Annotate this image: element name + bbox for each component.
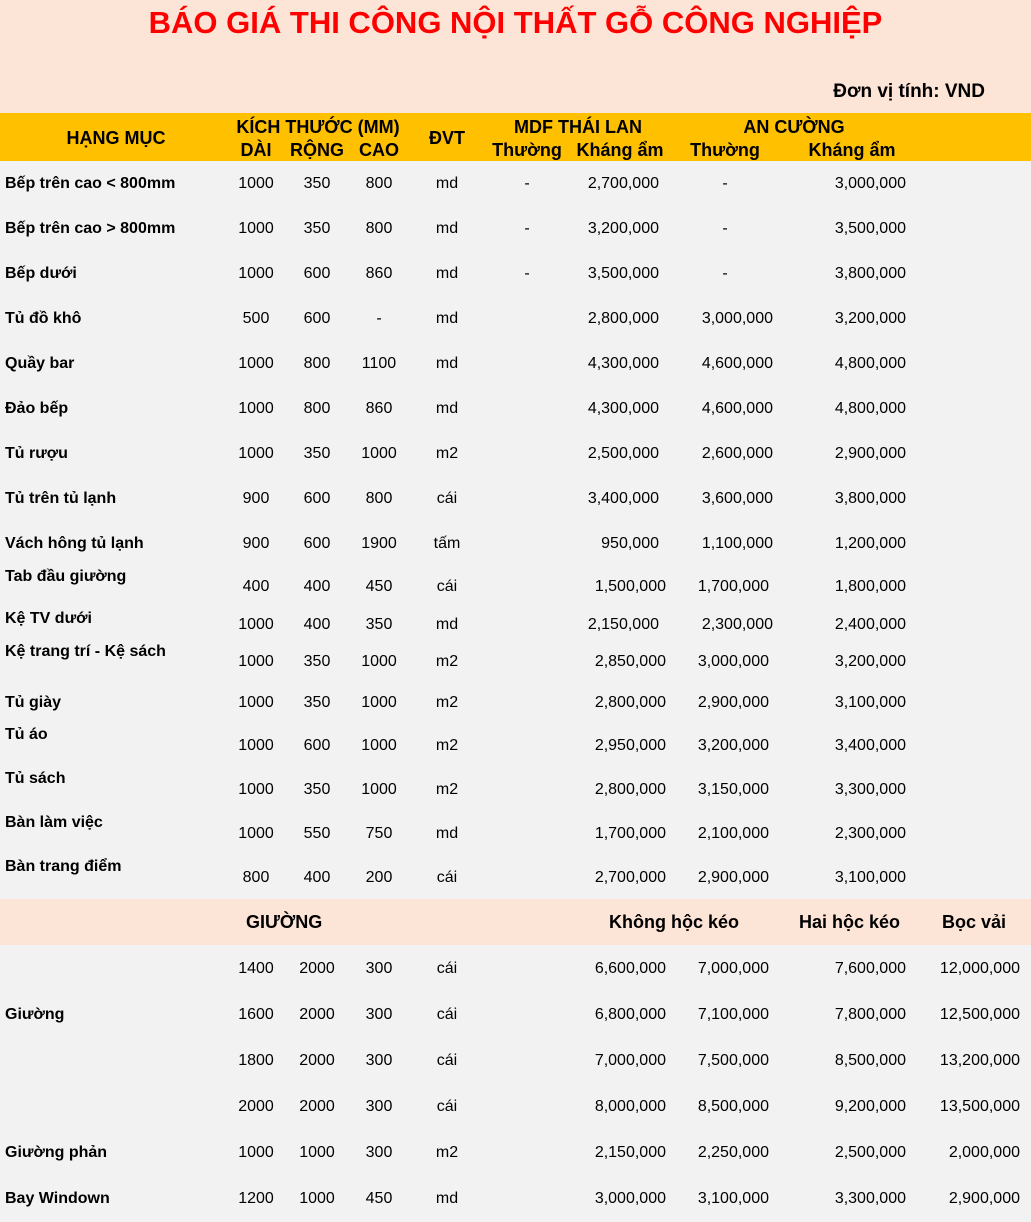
cell-cao: 1000 bbox=[361, 445, 397, 462]
header-mdf-normal: Thường bbox=[492, 140, 562, 160]
bed-col-two-drawers: Hai hộc kéo bbox=[799, 912, 901, 932]
row-item-name: Bếp trên cao < 800mm bbox=[5, 175, 176, 192]
row-item-name: Quầy bar bbox=[5, 355, 75, 372]
cell-dai: 1000 bbox=[238, 653, 274, 670]
cell-cao: 1000 bbox=[361, 737, 397, 754]
bed-price-no-drawer: 7,000,000 bbox=[594, 1052, 666, 1069]
bed-price-fabric: 2,900,000 bbox=[948, 1190, 1020, 1207]
cell-rong: 350 bbox=[303, 781, 331, 798]
cell-dai: 1000 bbox=[238, 175, 274, 192]
cell-ac-thuong: 3,000,000 bbox=[697, 653, 769, 670]
cell-mdf_thuong: - bbox=[524, 175, 530, 192]
cell-dvt: m2 bbox=[435, 653, 459, 670]
cell-rong: 600 bbox=[303, 310, 331, 327]
cell-cao: 860 bbox=[365, 265, 393, 282]
cell-dai: 1000 bbox=[238, 737, 274, 754]
row-item-name: Đảo bếp bbox=[5, 400, 69, 417]
cell-dvt: m2 bbox=[435, 781, 459, 798]
cell-ac-thuong: - bbox=[722, 220, 728, 237]
cell-rong: 600 bbox=[303, 490, 331, 507]
cell-ac-thuong: - bbox=[722, 175, 728, 192]
row-item-name: Bếp trên cao > 800mm bbox=[5, 220, 176, 237]
cell-dvt: cái bbox=[436, 869, 458, 886]
cell-ac-thuong: 2,600,000 bbox=[701, 445, 773, 462]
bed-cell-dvt: cái bbox=[436, 960, 458, 977]
bed-cell-dai: 1800 bbox=[238, 1052, 274, 1069]
cell-dai: 1000 bbox=[238, 220, 274, 237]
cell-ac-thuong: 2,900,000 bbox=[697, 869, 769, 886]
cell-mdf_thuong: - bbox=[524, 220, 530, 237]
cell-ac-khang-am: 3,400,000 bbox=[834, 737, 906, 754]
bed-price-two-drawers: 7,600,000 bbox=[834, 960, 906, 977]
cell-ac-thuong: 3,000,000 bbox=[701, 310, 773, 327]
bed-cell-cao: 300 bbox=[365, 960, 393, 977]
bed-price-alt: 3,100,000 bbox=[697, 1190, 769, 1207]
row-item-name: Tủ rượu bbox=[5, 445, 68, 462]
cell-dai: 900 bbox=[242, 535, 270, 552]
cell-dvt: cái bbox=[436, 578, 458, 595]
cell-mdf-khang-am: 3,400,000 bbox=[587, 490, 659, 507]
cell-rong: 350 bbox=[303, 220, 331, 237]
bed-price-alt: 7,500,000 bbox=[697, 1052, 769, 1069]
cell-dai: 800 bbox=[242, 869, 270, 886]
row-item-name: Tủ giày bbox=[5, 694, 62, 711]
header-uom: ĐVT bbox=[429, 128, 465, 148]
cell-ac-khang-am: 3,000,000 bbox=[834, 175, 906, 192]
cell-rong: 600 bbox=[303, 535, 331, 552]
bed-cell-dai: 2000 bbox=[238, 1098, 274, 1115]
bed-price-fabric: 2,000,000 bbox=[948, 1144, 1020, 1161]
row-item-name: Bàn làm việc bbox=[5, 814, 103, 831]
cell-ac-thuong: 1,700,000 bbox=[697, 578, 769, 595]
cell-cao: 800 bbox=[365, 490, 393, 507]
cell-dvt: tấm bbox=[433, 535, 461, 552]
cell-dvt: md bbox=[435, 355, 459, 372]
cell-ac-khang-am: 1,200,000 bbox=[834, 535, 906, 552]
cell-rong: 400 bbox=[303, 616, 331, 633]
bed-cell-cao: 300 bbox=[365, 1098, 393, 1115]
bed-row-name: Giường phản bbox=[5, 1144, 108, 1161]
bed-price-two-drawers: 7,800,000 bbox=[834, 1006, 906, 1023]
cell-dvt: md bbox=[435, 265, 459, 282]
bed-cell-dai: 1200 bbox=[238, 1190, 274, 1207]
cell-dai: 1000 bbox=[238, 355, 274, 372]
cell-mdf-khang-am: 950,000 bbox=[601, 535, 659, 552]
bed-price-fabric: 12,500,000 bbox=[939, 1006, 1020, 1023]
header-ac-moisture: Kháng ẩm bbox=[808, 140, 896, 160]
cell-ac-thuong: 4,600,000 bbox=[701, 400, 773, 417]
cell-ac-khang-am: 2,400,000 bbox=[834, 616, 906, 633]
bed-cell-cao: 300 bbox=[365, 1144, 393, 1161]
bed-cell-rong: 2000 bbox=[299, 1098, 335, 1115]
cell-ac-thuong: 3,200,000 bbox=[697, 737, 769, 754]
header-mdf: MDF THÁI LAN bbox=[514, 117, 642, 137]
cell-dvt: m2 bbox=[435, 737, 459, 754]
cell-cao: 350 bbox=[365, 616, 393, 633]
row-item-name: Tủ áo bbox=[5, 726, 48, 743]
cell-ac-khang-am: 3,100,000 bbox=[834, 869, 906, 886]
bed-cell-dvt: m2 bbox=[435, 1144, 459, 1161]
header-item: HẠNG MỤC bbox=[66, 128, 166, 148]
bed-cell-dvt: cái bbox=[436, 1006, 458, 1023]
cell-mdf-khang-am: 2,500,000 bbox=[587, 445, 659, 462]
currency-unit: Đơn vị tính: VND bbox=[833, 81, 985, 102]
cell-rong: 400 bbox=[303, 578, 331, 595]
cell-ac-khang-am: 4,800,000 bbox=[834, 400, 906, 417]
cell-cao: 1100 bbox=[361, 355, 397, 372]
bed-price-no-drawer: 3,000,000 bbox=[594, 1190, 666, 1207]
header-mdf-moisture: Kháng ẩm bbox=[576, 140, 664, 160]
bed-cell-dai: 1400 bbox=[238, 960, 274, 977]
cell-ac-thuong: 2,300,000 bbox=[701, 616, 773, 633]
cell-mdf-khang-am: 2,700,000 bbox=[594, 869, 666, 886]
cell-dvt: m2 bbox=[435, 445, 459, 462]
cell-ac-thuong: 2,100,000 bbox=[697, 825, 769, 842]
cell-mdf-khang-am: 2,700,000 bbox=[587, 175, 659, 192]
cell-rong: 600 bbox=[303, 737, 331, 754]
cell-cao: - bbox=[376, 310, 382, 327]
bed-price-no-drawer: 6,600,000 bbox=[594, 960, 666, 977]
cell-dvt: md bbox=[435, 220, 459, 237]
cell-cao: 450 bbox=[365, 578, 393, 595]
bed-cell-dvt: md bbox=[435, 1190, 459, 1207]
row-item-name: Kệ TV dưới bbox=[5, 610, 92, 627]
bed-price-no-drawer: 6,800,000 bbox=[594, 1006, 666, 1023]
bed-cell-cao: 450 bbox=[365, 1190, 393, 1207]
cell-dai: 500 bbox=[242, 310, 270, 327]
bed-price-alt: 8,500,000 bbox=[697, 1098, 769, 1115]
bed-price-no-drawer: 8,000,000 bbox=[594, 1098, 666, 1115]
row-item-name: Tab đầu giường bbox=[5, 568, 127, 585]
cell-ac-thuong: 2,900,000 bbox=[697, 694, 769, 711]
cell-ac-thuong: 1,100,000 bbox=[701, 535, 773, 552]
bed-row-name: Bay Windown bbox=[5, 1190, 110, 1207]
cell-dai: 900 bbox=[242, 490, 270, 507]
cell-ac-khang-am: 3,300,000 bbox=[834, 781, 906, 798]
cell-mdf-khang-am: 2,150,000 bbox=[587, 616, 659, 633]
cell-cao: 1900 bbox=[361, 535, 397, 552]
cell-ac-khang-am: 3,100,000 bbox=[834, 694, 906, 711]
cell-dai: 1000 bbox=[238, 400, 274, 417]
bed-price-two-drawers: 9,200,000 bbox=[834, 1098, 906, 1115]
header-length: DÀI bbox=[240, 140, 272, 160]
cell-ac-khang-am: 3,800,000 bbox=[834, 265, 906, 282]
header-ancuong: AN CƯỜNG bbox=[743, 117, 845, 137]
bed-price-fabric: 12,000,000 bbox=[939, 960, 1020, 977]
cell-dai: 1000 bbox=[238, 445, 274, 462]
bed-price-two-drawers: 2,500,000 bbox=[834, 1144, 906, 1161]
header-size: KÍCH THƯỚC (MM) bbox=[236, 117, 400, 137]
cell-rong: 350 bbox=[303, 175, 331, 192]
cell-mdf-khang-am: 2,800,000 bbox=[594, 694, 666, 711]
cell-dai: 1000 bbox=[238, 616, 274, 633]
cell-ac-khang-am: 2,900,000 bbox=[834, 445, 906, 462]
cell-dvt: md bbox=[435, 825, 459, 842]
cell-ac-khang-am: 3,800,000 bbox=[834, 490, 906, 507]
bed-cell-cao: 300 bbox=[365, 1052, 393, 1069]
cell-mdf-khang-am: 4,300,000 bbox=[587, 355, 659, 372]
cell-ac-thuong: 4,600,000 bbox=[701, 355, 773, 372]
bed-price-alt: 7,100,000 bbox=[697, 1006, 769, 1023]
cell-ac-khang-am: 3,500,000 bbox=[834, 220, 906, 237]
cell-ac-thuong: - bbox=[722, 265, 728, 282]
bed-cell-dai: 1600 bbox=[238, 1006, 274, 1023]
cell-cao: 800 bbox=[365, 220, 393, 237]
cell-mdf-khang-am: 1,700,000 bbox=[594, 825, 666, 842]
cell-ac-khang-am: 1,800,000 bbox=[834, 578, 906, 595]
cell-cao: 860 bbox=[365, 400, 393, 417]
cell-rong: 550 bbox=[303, 825, 331, 842]
cell-rong: 800 bbox=[303, 355, 331, 372]
cell-cao: 1000 bbox=[361, 653, 397, 670]
cell-mdf_thuong: - bbox=[524, 265, 530, 282]
cell-mdf-khang-am: 2,950,000 bbox=[594, 737, 666, 754]
cell-rong: 350 bbox=[303, 445, 331, 462]
bed-cell-rong: 1000 bbox=[299, 1190, 335, 1207]
cell-mdf-khang-am: 3,500,000 bbox=[587, 265, 659, 282]
page-title: BÁO GIÁ THI CÔNG NỘI THẤT GỖ CÔNG NGHIỆP bbox=[148, 5, 883, 40]
bed-price-no-drawer: 2,150,000 bbox=[594, 1144, 666, 1161]
cell-mdf-khang-am: 2,800,000 bbox=[594, 781, 666, 798]
bed-section-label: GIƯỜNG bbox=[246, 912, 323, 932]
cell-dvt: md bbox=[435, 310, 459, 327]
cell-mdf-khang-am: 3,200,000 bbox=[587, 220, 659, 237]
row-item-name: Tủ đồ khô bbox=[5, 310, 82, 327]
header-height: CAO bbox=[359, 140, 399, 160]
cell-cao: 200 bbox=[365, 869, 393, 886]
cell-ac-khang-am: 4,800,000 bbox=[834, 355, 906, 372]
cell-cao: 800 bbox=[365, 175, 393, 192]
cell-ac-khang-am: 3,200,000 bbox=[834, 310, 906, 327]
bed-row-name: Giường bbox=[5, 1006, 65, 1023]
cell-cao: 1000 bbox=[361, 781, 397, 798]
cell-dai: 1000 bbox=[238, 825, 274, 842]
row-item-name: Kệ trang trí - Kệ sách bbox=[5, 643, 166, 660]
bed-col-no-drawer: Không hộc kéo bbox=[609, 912, 739, 932]
cell-dai: 1000 bbox=[238, 694, 274, 711]
row-item-name: Tủ trên tủ lạnh bbox=[5, 490, 117, 507]
header-ac-normal: Thường bbox=[690, 140, 760, 160]
bed-price-two-drawers: 3,300,000 bbox=[834, 1190, 906, 1207]
cell-mdf-khang-am: 2,850,000 bbox=[594, 653, 666, 670]
bed-cell-dai: 1000 bbox=[238, 1144, 274, 1161]
cell-rong: 400 bbox=[303, 869, 331, 886]
row-item-name: Bếp dưới bbox=[5, 265, 77, 282]
cell-rong: 800 bbox=[303, 400, 331, 417]
cell-mdf-khang-am: 1,500,000 bbox=[594, 578, 666, 595]
row-item-name: Tủ sách bbox=[5, 770, 66, 787]
bed-cell-cao: 300 bbox=[365, 1006, 393, 1023]
bed-price-alt: 2,250,000 bbox=[697, 1144, 769, 1161]
row-item-name: Bàn trang điểm bbox=[5, 858, 122, 875]
row-item-name: Vách hông tủ lạnh bbox=[5, 535, 144, 552]
bed-cell-dvt: cái bbox=[436, 1098, 458, 1115]
cell-dai: 400 bbox=[242, 578, 270, 595]
cell-mdf-khang-am: 2,800,000 bbox=[587, 310, 659, 327]
cell-mdf-khang-am: 4,300,000 bbox=[587, 400, 659, 417]
cell-rong: 350 bbox=[303, 653, 331, 670]
bed-price-fabric: 13,500,000 bbox=[939, 1098, 1020, 1115]
cell-ac-thuong: 3,600,000 bbox=[701, 490, 773, 507]
cell-dvt: md bbox=[435, 400, 459, 417]
header-width: RỘNG bbox=[290, 140, 344, 160]
bed-cell-rong: 2000 bbox=[299, 960, 335, 977]
cell-ac-khang-am: 2,300,000 bbox=[834, 825, 906, 842]
cell-cao: 750 bbox=[365, 825, 393, 842]
bed-col-fabric: Bọc vải bbox=[942, 912, 1007, 932]
cell-rong: 600 bbox=[303, 265, 331, 282]
bed-price-fabric: 13,200,000 bbox=[939, 1052, 1020, 1069]
cell-dvt: m2 bbox=[435, 694, 459, 711]
cell-dai: 1000 bbox=[238, 265, 274, 282]
cell-ac-khang-am: 3,200,000 bbox=[834, 653, 906, 670]
cell-ac-thuong: 3,150,000 bbox=[697, 781, 769, 798]
cell-dvt: cái bbox=[436, 490, 458, 507]
cell-dai: 1000 bbox=[238, 781, 274, 798]
cell-rong: 350 bbox=[303, 694, 331, 711]
bed-cell-rong: 1000 bbox=[299, 1144, 335, 1161]
bed-cell-dvt: cái bbox=[436, 1052, 458, 1069]
bed-price-alt: 7,000,000 bbox=[697, 960, 769, 977]
cell-dvt: md bbox=[435, 175, 459, 192]
bed-cell-rong: 2000 bbox=[299, 1052, 335, 1069]
cell-dvt: md bbox=[435, 616, 459, 633]
bed-price-two-drawers: 8,500,000 bbox=[834, 1052, 906, 1069]
bed-cell-rong: 2000 bbox=[299, 1006, 335, 1023]
cell-cao: 1000 bbox=[361, 694, 397, 711]
